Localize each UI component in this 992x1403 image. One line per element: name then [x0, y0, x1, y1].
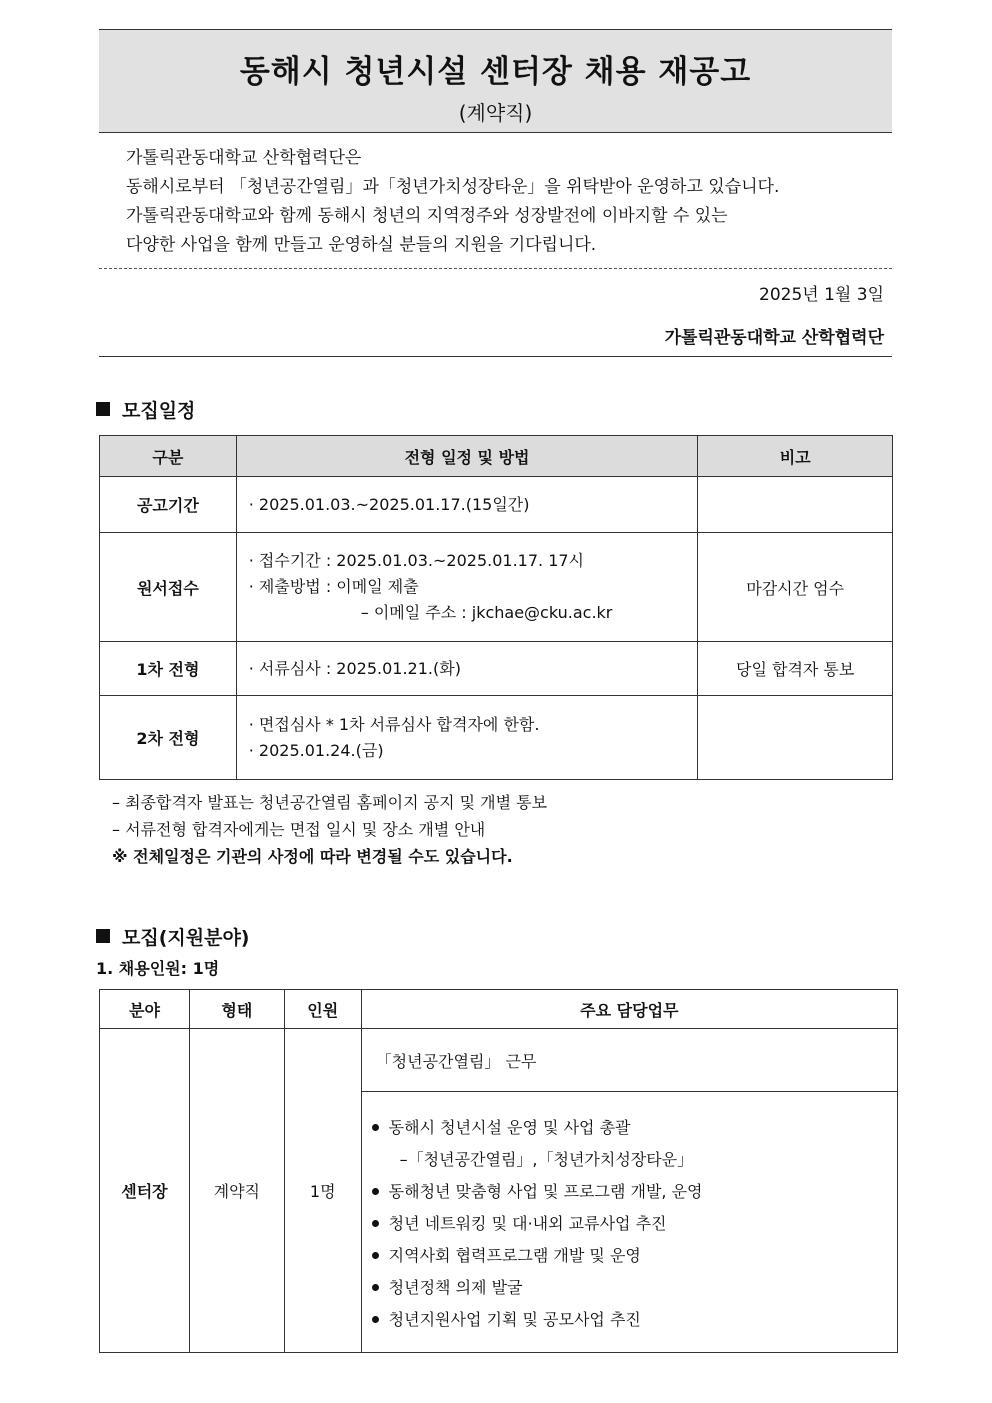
- column-header: 인원: [284, 990, 361, 1029]
- note-line: – 서류전형 합격자에게는 면접 일시 및 장소 개별 안내: [112, 820, 486, 839]
- row-note: 당일 합격자 통보: [698, 642, 893, 696]
- square-bullet-icon: [96, 402, 110, 416]
- page-title: 동해시 청년시설 센터장 채용 재공고: [239, 54, 752, 90]
- table-row: [100, 533, 893, 642]
- recruit-table: [99, 989, 898, 1353]
- detail-line: – 이메일 주소 : jkchae@cku.ac.kr: [360, 603, 613, 622]
- recruit-count-heading: 1. 채용인원: 1명: [96, 959, 220, 978]
- intro-text: [126, 144, 779, 260]
- intro-line: 다양한 사업을 함께 만들고 운영하실 분들의 지원을 기다립니다.: [126, 235, 597, 255]
- note-line-warning: ※ 전체일정은 기관의 사정에 따라 변경될 수도 있습니다.: [112, 847, 513, 866]
- detail-line: · 제출방법 : 이메일 제출: [248, 577, 419, 596]
- duty-item: [370, 1240, 896, 1272]
- bullet-icon: [372, 1252, 379, 1259]
- row-label: 2차 전형: [100, 696, 237, 780]
- intro-line: 가톨릭관동대학교 산학협력단은: [126, 148, 362, 168]
- row-note: [698, 477, 893, 533]
- schedule-table: [99, 435, 893, 780]
- table-row: [100, 477, 893, 533]
- column-header: 형태: [189, 990, 284, 1029]
- schedule-notes: [112, 789, 547, 870]
- duty-text: 청년지원사업 기획 및 공모사업 추진: [388, 1310, 641, 1329]
- bullet-icon: [372, 1124, 379, 1131]
- workplace-cell: 「청년공간열림」 근무: [361, 1029, 897, 1092]
- table-header-row: [100, 990, 898, 1029]
- row-label: 원서접수: [100, 533, 237, 642]
- bullet-icon: [372, 1188, 379, 1195]
- note-line: – 최종합격자 발표는 청년공간열림 홈페이지 공지 및 개별 통보: [112, 793, 548, 812]
- row-detail: [236, 533, 698, 642]
- row-detail: [236, 696, 698, 780]
- column-header: 구분: [100, 436, 237, 477]
- detail-line: · 2025.01.24.(금): [248, 740, 384, 760]
- intro-line: 동해시로부터 「청년공간열림」과「청년가치성장타운」을 위탁받아 운영하고 있습니다.: [126, 177, 780, 197]
- row-label: 1차 전형: [100, 642, 237, 696]
- divider: [99, 356, 892, 357]
- duty-text: 동해청년 맞춤형 사업 및 프로그램 개발, 운영: [388, 1182, 703, 1201]
- row-note: [698, 696, 893, 780]
- row-label: 공고기간: [100, 477, 237, 533]
- detail-line: · 서류심사 : 2025.01.21.(화): [248, 658, 461, 678]
- duty-item: [370, 1112, 896, 1144]
- square-bullet-icon: [96, 929, 110, 943]
- column-header: 비고: [698, 436, 893, 477]
- duty-item: [370, 1304, 896, 1336]
- table-row: [100, 642, 893, 696]
- detail-line: · 면접심사 * 1차 서류심사 합격자에 한함.: [248, 714, 540, 734]
- detail-line: · 2025.01.03.~2025.01.17.(15일간): [248, 494, 530, 514]
- section-title-recruit: [96, 923, 250, 950]
- section-title-text: 모집일정: [122, 400, 196, 422]
- duty-item: [370, 1176, 896, 1208]
- duty-subitem: –「청년공간열림」,「청년가치성장타운」: [399, 1150, 694, 1169]
- table-header-row: [100, 436, 893, 477]
- duties-cell: [361, 1092, 897, 1353]
- duty-item: [370, 1208, 896, 1240]
- duty-text: 청년정책 의제 발굴: [388, 1278, 523, 1297]
- bullet-icon: [372, 1284, 379, 1291]
- row-detail: [236, 642, 698, 696]
- count-cell: 1명: [284, 1029, 361, 1353]
- header-box: [99, 29, 892, 133]
- detail-line: · 접수기간 : 2025.01.03.~2025.01.17. 17시: [248, 551, 585, 570]
- type-cell: 계약직: [189, 1029, 284, 1353]
- bullet-icon: [372, 1316, 379, 1323]
- row-detail: [236, 477, 698, 533]
- table-row: [100, 1029, 898, 1092]
- table-row: [100, 696, 893, 780]
- section-title-text: 모집(지원분야): [122, 927, 250, 949]
- duty-text: 동해시 청년시설 운영 및 사업 총괄: [388, 1118, 631, 1137]
- announcement-date: 2025년 1월 3일: [759, 285, 884, 305]
- duty-text: 청년 네트워킹 및 대·내외 교류사업 추진: [388, 1214, 667, 1233]
- column-header: 분야: [100, 990, 190, 1029]
- row-note: 마감시간 엄수: [698, 533, 893, 642]
- column-header: 전형 일정 및 방법: [236, 436, 698, 477]
- page-subtitle: (계약직): [458, 101, 533, 125]
- bullet-icon: [372, 1220, 379, 1227]
- field-cell: 센터장: [100, 1029, 190, 1353]
- section-title-schedule: [96, 396, 195, 423]
- column-header: 주요 담당업무: [361, 990, 897, 1029]
- organization-name: 가톨릭관동대학교 산학협력단: [664, 328, 884, 348]
- duty-item: [370, 1272, 896, 1304]
- intro-line: 가톨릭관동대학교와 함께 동해시 청년의 지역정주와 성장발전에 이바지할 수 있는: [126, 206, 728, 226]
- duty-text: 지역사회 협력프로그램 개발 및 운영: [388, 1246, 641, 1265]
- divider: [99, 268, 892, 269]
